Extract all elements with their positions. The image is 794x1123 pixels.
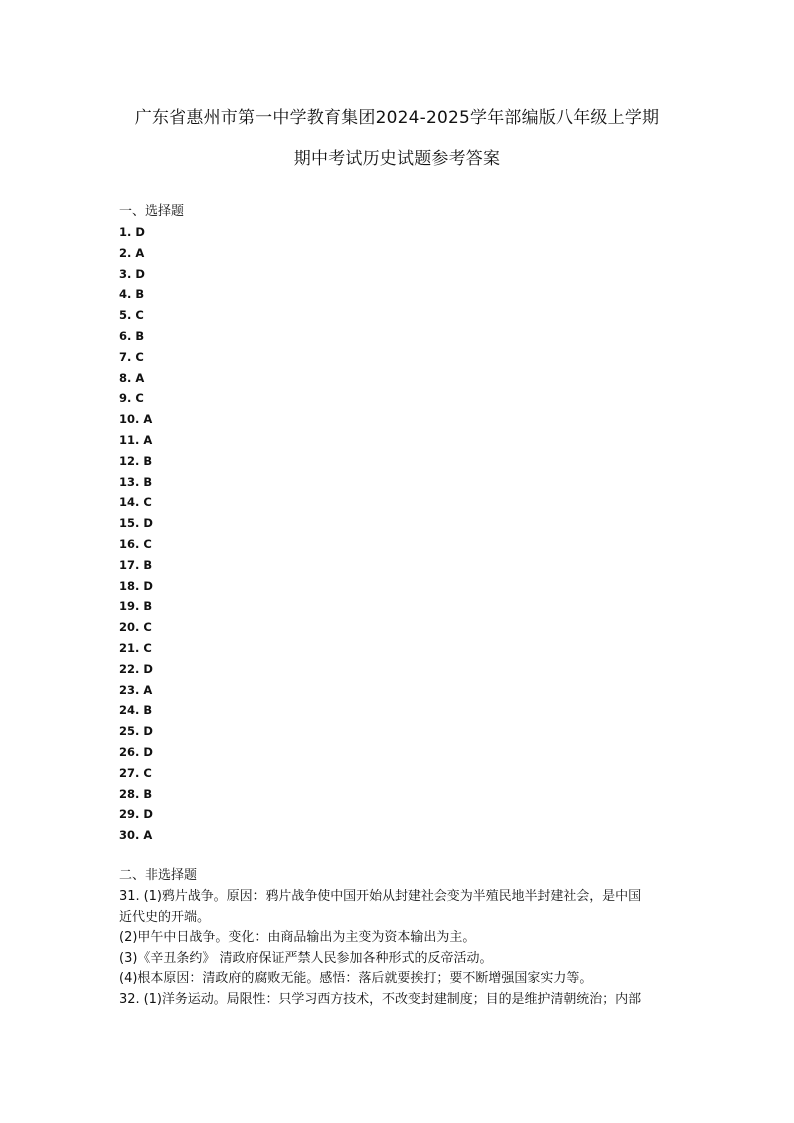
- answer-item: 21. C: [119, 640, 152, 655]
- answer-item: 4. B: [119, 287, 145, 302]
- answer-item: 8. A: [119, 370, 145, 385]
- essay-answers: [119, 887, 679, 1011]
- answer-item: 10. A: [119, 412, 153, 427]
- answer-item: 6. B: [119, 328, 145, 343]
- answer-item: 7. C: [119, 349, 144, 364]
- answer-item: 27. C: [119, 765, 152, 780]
- answer-item: 30. A: [119, 828, 153, 843]
- answer-item: 13. B: [119, 474, 153, 489]
- essay-line: (4)根本原因：清政府的腐败无能。感悟：落后就要挨打；要不断增强国家实力等。: [119, 971, 593, 987]
- answer-item: 1. D: [119, 225, 145, 239]
- answer-item: 16. C: [119, 536, 152, 551]
- essay-line: (3)《辛丑条约》 清政府保证严禁人民参加各种形式的反帝活动。: [119, 950, 493, 966]
- answer-item: 20. C: [119, 620, 152, 635]
- answer-list: [119, 222, 153, 846]
- answer-item: 18. D: [119, 578, 153, 593]
- answer-item: 28. B: [119, 786, 153, 801]
- answer-item: 19. B: [119, 599, 153, 614]
- essay-line: (2)甲午中日战争。变化：由商品输出为主变为资本输出为主。: [119, 930, 476, 946]
- answer-item: 25. D: [119, 724, 153, 739]
- essay-line: 近代史的开端。: [119, 909, 211, 925]
- section-heading-essay: 二、非选择题: [119, 868, 198, 883]
- answer-item: 14. C: [119, 495, 152, 510]
- answer-item: 17. B: [119, 557, 153, 572]
- answer-item: 24. B: [119, 703, 153, 718]
- essay-line: 31. (1)鸦片战争。原因：鸦片战争使中国开始从封建社会变为半殖民地半封建社会，是中国: [119, 889, 642, 904]
- answer-item: 26. D: [119, 744, 153, 759]
- answer-item: 3. D: [119, 266, 145, 281]
- section-heading-choice: 一、选择题: [119, 204, 185, 219]
- answer-item: 15. D: [119, 516, 153, 531]
- answer-item: 9. C: [119, 391, 144, 406]
- answer-item: 11. A: [119, 432, 153, 447]
- essay-line: 32. (1)洋务运动。局限性：只学习西方技术，不改变封建制度；目的是维护清朝统治；内部: [119, 991, 642, 1007]
- answer-item: 12. B: [119, 453, 153, 468]
- document-title-line2: 期中考试历史试题参考答案: [293, 149, 501, 169]
- answer-item: 29. D: [119, 807, 153, 822]
- document-title-line1: 广东省惠州市第一中学教育集团2024-2025学年部编版八年级上学期: [134, 108, 660, 128]
- answer-item: 23. A: [119, 682, 153, 697]
- answer-item: 22. D: [119, 661, 153, 676]
- answer-item: 5. C: [119, 308, 144, 323]
- answer-item: 2. A: [119, 245, 145, 260]
